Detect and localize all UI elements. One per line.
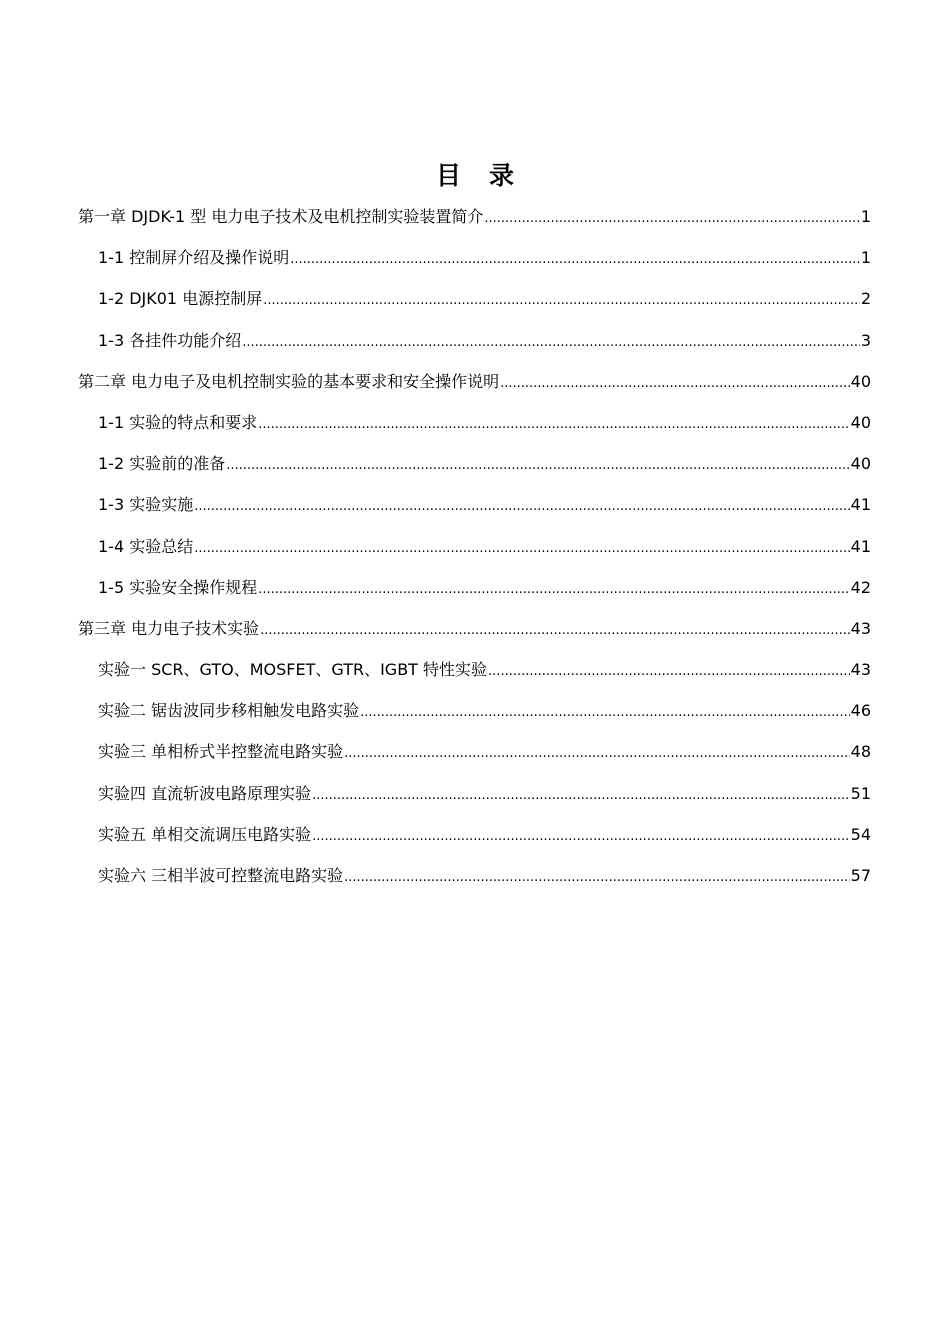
- toc-entry[interactable]: [78, 241, 871, 282]
- toc-leader-dots: [258, 408, 849, 442]
- toc-leader-dots: [500, 367, 850, 401]
- toc-entry-text: 1-2 实验前的准备: [98, 454, 226, 474]
- toc-page-number: 40: [850, 371, 871, 391]
- toc-entry-text: 第一章 DJDK-1 型 电力电子技术及电机控制实验装置简介: [78, 207, 484, 226]
- toc-leader-dots: [290, 243, 860, 277]
- toc-leader-dots: [260, 614, 850, 648]
- toc-entry-text: 1-5 实验安全操作规程: [98, 577, 258, 597]
- toc-leader-dots: [242, 326, 860, 360]
- toc-entry-text: 第三章 电力电子技术实验: [78, 618, 260, 638]
- toc-entry[interactable]: [78, 406, 871, 447]
- toc-page-number: 1: [860, 207, 871, 226]
- toc-entry[interactable]: [78, 735, 871, 776]
- toc-page-number: 40: [850, 454, 871, 474]
- toc-page-number: 57: [850, 866, 871, 885]
- toc-page-number: 2: [860, 289, 871, 309]
- toc-entry[interactable]: [78, 488, 871, 529]
- toc-page-number: 41: [850, 495, 871, 515]
- toc-entry-text: 实验五 单相交流调压电路实验: [98, 824, 312, 844]
- toc-entry-text: 1-4 实验总结: [98, 536, 194, 556]
- toc-leader-dots: [226, 449, 849, 483]
- toc-entry-text: 1-1 实验的特点和要求: [98, 412, 258, 432]
- toc-page-number: 43: [850, 618, 871, 638]
- toc-page-number: 41: [850, 536, 871, 556]
- toc-entry-text: 1-3 各挂件功能介绍: [98, 330, 242, 350]
- toc-entry[interactable]: [78, 324, 871, 365]
- toc-entry-text: 1-3 实验实施: [98, 495, 194, 515]
- toc-leader-dots: [194, 532, 849, 566]
- toc-page-number: 3: [860, 330, 871, 350]
- table-of-contents: [78, 200, 871, 900]
- toc-entry-text: 实验二 锯齿波同步移相触发电路实验: [98, 701, 360, 721]
- toc-entry-text: 1-1 控制屏介绍及操作说明: [98, 248, 290, 268]
- toc-page-number: 48: [850, 742, 871, 762]
- page-title-part2: 录: [489, 161, 515, 190]
- toc-page-number: 46: [850, 701, 871, 721]
- toc-entry[interactable]: [78, 365, 871, 406]
- toc-leader-dots: [312, 779, 850, 813]
- toc-entry[interactable]: [78, 447, 871, 488]
- page-title: [0, 158, 950, 194]
- toc-entry[interactable]: [78, 694, 871, 735]
- toc-entry[interactable]: [78, 530, 871, 571]
- toc-page-number: 51: [850, 783, 871, 803]
- toc-entry-text: 实验四 直流斩波电路原理实验: [98, 783, 312, 803]
- toc-page-number: 40: [850, 412, 871, 432]
- toc-page-number: 43: [850, 660, 871, 680]
- toc-entry[interactable]: [78, 653, 871, 694]
- toc-leader-dots: [194, 490, 849, 524]
- toc-entry-text: 1-2 DJK01 电源控制屏: [98, 289, 263, 309]
- page-title-part1: 目: [435, 161, 461, 190]
- toc-entry[interactable]: [78, 818, 871, 859]
- toc-entry[interactable]: [78, 282, 871, 323]
- toc-entry-text: 实验一 SCR、GTO、MOSFET、GTR、IGBT 特性实验: [98, 660, 488, 680]
- toc-leader-dots: [360, 696, 850, 730]
- toc-page-number: 54: [850, 824, 871, 844]
- toc-leader-dots: [263, 284, 860, 318]
- toc-leader-dots: [344, 737, 850, 771]
- toc-entry[interactable]: [78, 612, 871, 653]
- toc-leader-dots: [312, 820, 850, 854]
- toc-entry-text: 第二章 电力电子及电机控制实验的基本要求和安全操作说明: [78, 371, 500, 391]
- toc-entry-text: 实验三 单相桥式半控整流电路实验: [98, 742, 344, 762]
- toc-entry[interactable]: [78, 200, 871, 241]
- toc-page-number: 1: [860, 248, 871, 268]
- toc-entry[interactable]: [78, 859, 871, 900]
- toc-leader-dots: [484, 202, 859, 236]
- toc-leader-dots: [258, 573, 849, 607]
- toc-page-number: 42: [850, 577, 871, 597]
- toc-leader-dots: [488, 655, 850, 689]
- toc-entry[interactable]: [78, 777, 871, 818]
- toc-leader-dots: [344, 861, 850, 895]
- toc-entry[interactable]: [78, 571, 871, 612]
- toc-entry-text: 实验六 三相半波可控整流电路实验: [98, 866, 344, 885]
